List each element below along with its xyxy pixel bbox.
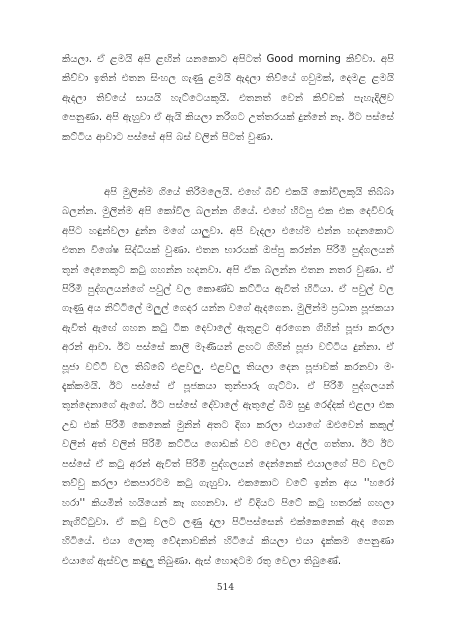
paragraph-2: අපි මුලින්ම ගියේ තිරිමලෙයි. එහේ බීච් එකයි කෝවිලකුයි තිබ්බා බලන්න. මුලින්ම අපි කෝවිල බලන්න ගියේ. එහේ හිටපු එක එක දෙවිවරු අපිට හඳුන්වලා දුන්න මගේ යාලුවා. අපි වැදලා එහේම එන්න හදනකොට එතන විශේෂ සිද්ධියක් වුණා. එතන භාරයක් ඔප්පු කරන්න පිරිමි පුද්ගලයන් තුන් දෙනෙකුට කටු ගහන්න හදනවා. අපි ඒක බලන්න එතන නතර වුණා. ඒ පිරිමි පුද්ගලයන්ගේ පවුල් වල කොණ්ඩ කට්ටිය ඇවිත් හිටියා. ඒ පවුල් වල ගෑණු අය නිට්ටිලේ මලුල් ගෙදර යන්න වගේ ඇදගෙන. මුලින්ම ප්‍රධාන පූජකයා ඇවිත් ඇඟේ ගහන කටු ටික දෙවාලේ ඇතුළට අරගෙන ගිහින් පූජා කරලා අරන් ආවා. ඊට පස්සේ කාලි මෑණියන් ළඟට ගිහින් පූජා වට්ටිය දුන්නා. ඒ පූජා වට්ටි වල තිබ්බේ එළවලු. එළවලු තියලා දෙන පූජාවක් කරනවා මං දැක්කමයි. ඊට පස්සේ ඒ පූජකයා තුන්පාරු ගැට්ටා. ඒ පිරිමි පුද්ගලයන් තුන්දෙනාගේ ඇගේ. ඊට පස්සේ දේවාලේ ඇතුළේ බිම සුදු රෙද්දක් එළලා එක උඩ එක් පිරිමි කෙනෙක් මුනින් අතට දිගා කරලා එයාගේ ඔළුවෙන් කකුල් වලින් අත් වලින් පිරිමි කට්ටිය ගොඩක් වට වෙලා අල්ල ගත්තා. ඊට ඊට පස්සේ ඒ කටු අරන් ඇවිත් පිරිමි පුද්ගලයන් දෙන්නෙක් එයාලගේ පිට වලට තව්වු කරලා එකපාරටම කටු ගැහුවා. එකකොට වටේ ඉන්න අය ''හරෝ හරා'' කියමින් හයියෙන් කෑ ගහනවා. ඒ විදියට පිටේ කටු හතරක් ගහලා නැගිට්ටුවා. ඒ කටු වලට ලණු දාලා පිටිපස්සෙන් එක්කෙනෙක් ඇද ගෙන හිටියේ. එයා ලොකු වේදනාවකින් හිටියේ කියලා එයා දැක්කම පෙනුණා එයාගේ ඇස්වල කඳුලු තිබුණා. ඇස් හොඳටම රතු වෙලා තිබුණේ. [62,187,394,567]
paragraph-1: කියලා. ඒ ළමයි අපි ළඟින් යනකොට අපිටත් Good morning කිව්වා. අපි කිව්වා ඉතින් එතන සිංහල ගැණු ළමයි ඇදලා තිව්යේ ගවුමක්, දෙමළ ළමයි ඇදලා තිව්යේ සායයි හැට්ටෙයකුයි. එතනත් වෙන් කිව්වක් පැහැදිලිව පෙනුණා. අපි ඇහුවා ඒ ඇයි කියලා නරිගට උත්තරයක් දුන්නේ නෑ. ඊට පස්සේ කට්ටිය ආවාට පස්සේ අපි බස් වලින් පිටත් වුණා. [62,54,394,143]
page-number: 514 [216,583,235,593]
